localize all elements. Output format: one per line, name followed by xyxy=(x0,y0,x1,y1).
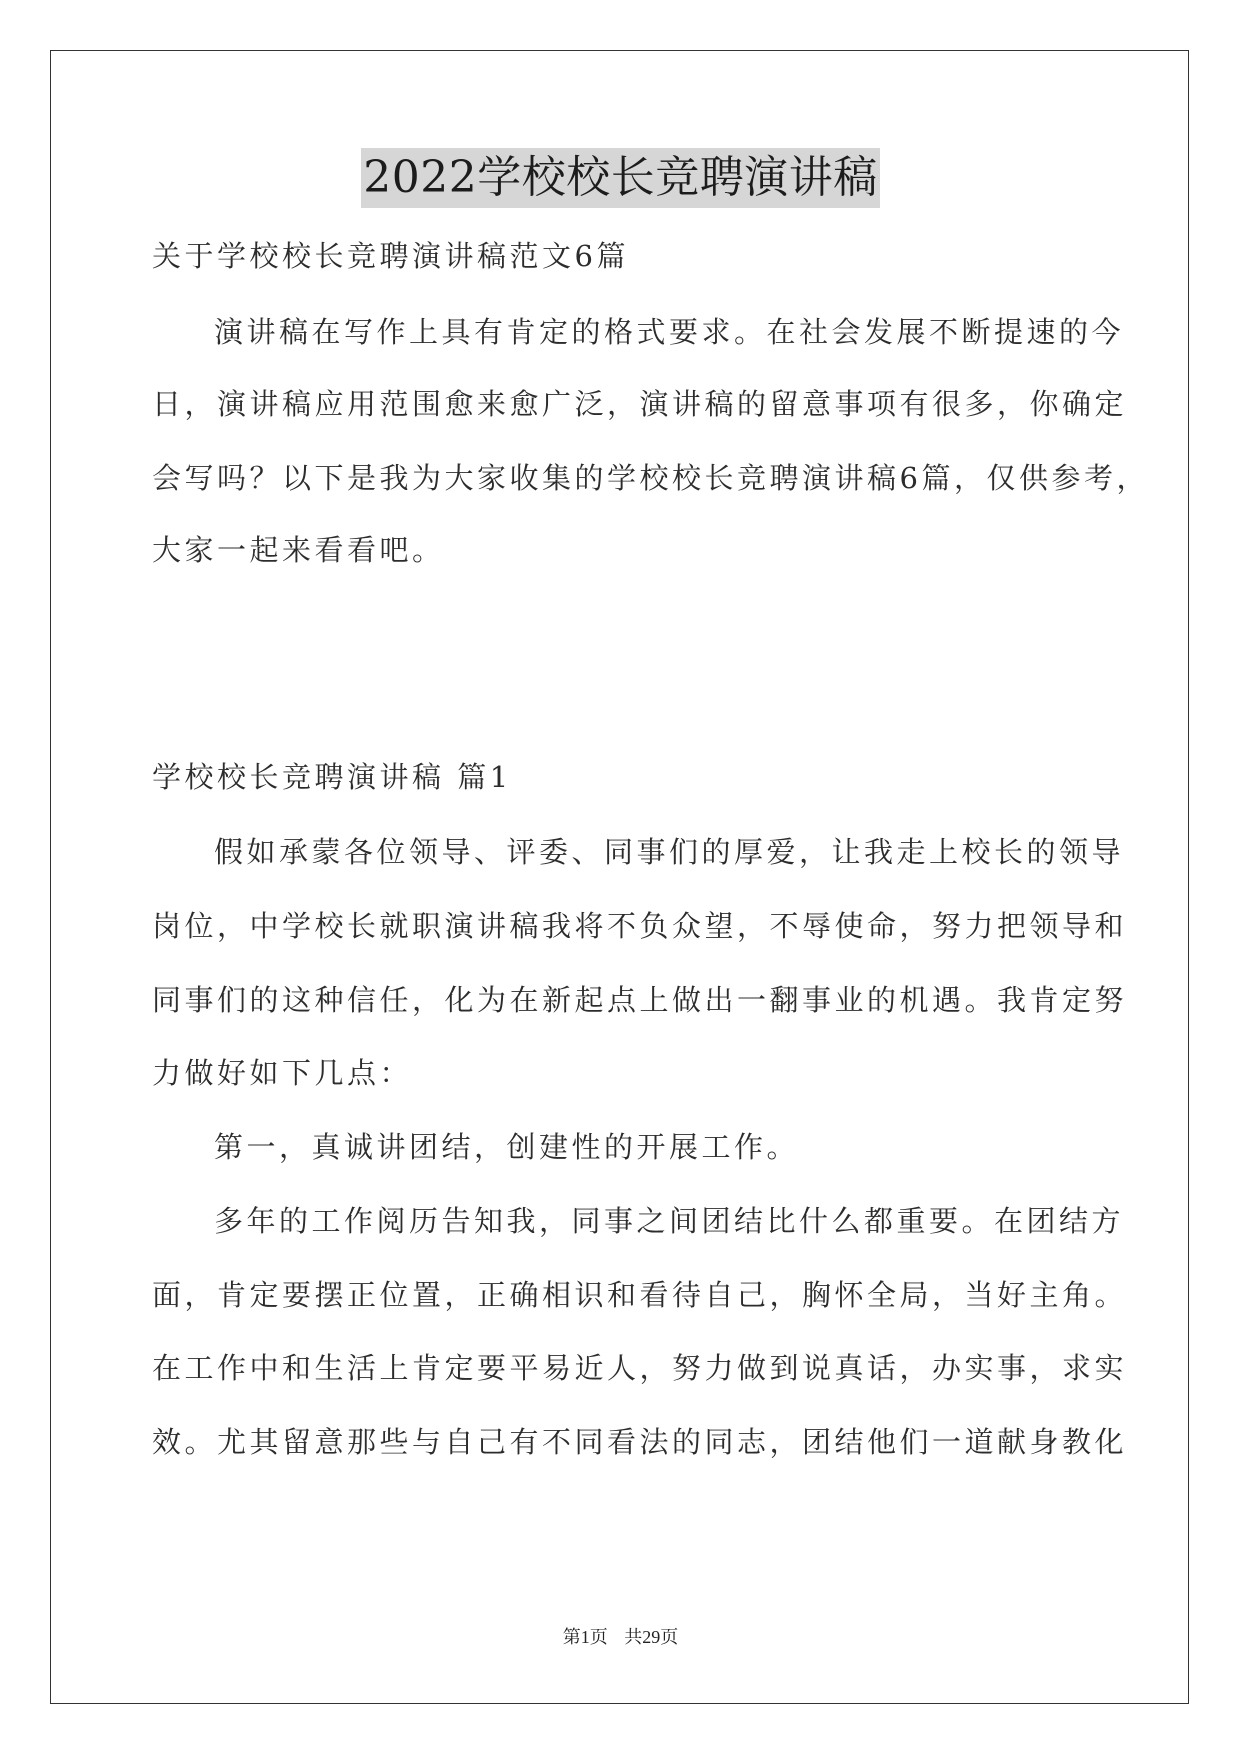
intro-line: 大家一起来看看吧。 xyxy=(152,533,445,567)
paragraph-line: 在工作中和生活上肯定要平易近人，努力做到说真话，办实事，求实 xyxy=(152,1351,1128,1385)
paragraph-line: 力做好如下几点： xyxy=(152,1056,413,1090)
intro-line: 会写吗？以下是我为大家收集的学校校长竞聘演讲稿6篇，仅供参考， xyxy=(152,461,1149,495)
document-subtitle: 关于学校校长竞聘演讲稿范文6篇 xyxy=(152,239,629,273)
paragraph-line: 同事们的这种信任，化为在新起点上做出一翻事业的机遇。我肯定努 xyxy=(152,983,1128,1017)
page-number: 第1页 xyxy=(562,1627,608,1647)
page-footer xyxy=(0,1625,1241,1649)
page-total: 共29页 xyxy=(624,1627,679,1647)
document-title: 2022学校校长竞聘演讲稿 xyxy=(361,148,879,208)
section-heading: 学校校长竞聘演讲稿 篇1 xyxy=(152,760,512,794)
intro-line: 演讲稿在写作上具有肯定的格式要求。在社会发展不断提速的今 xyxy=(214,315,1125,349)
intro-line: 日，演讲稿应用范围愈来愈广泛，演讲稿的留意事项有很多，你确定 xyxy=(152,387,1128,421)
paragraph-line: 多年的工作阅历告知我，同事之间团结比什么都重要。在团结方 xyxy=(214,1204,1125,1238)
paragraph-line: 面，肯定要摆正位置，正确相识和看待自己，胸怀全局，当好主角。 xyxy=(152,1278,1128,1312)
point-heading: 第一，真诚讲团结，创建性的开展工作。 xyxy=(214,1130,800,1164)
paragraph-line: 假如承蒙各位领导、评委、同事们的厚爱，让我走上校长的领导 xyxy=(214,835,1125,869)
paragraph-line: 岗位，中学校长就职演讲稿我将不负众望，不辱使命，努力把领导和 xyxy=(152,909,1128,943)
title-container xyxy=(0,148,1241,208)
paragraph-line: 效。尤其留意那些与自己有不同看法的同志，团结他们一道献身教化 xyxy=(152,1425,1128,1459)
